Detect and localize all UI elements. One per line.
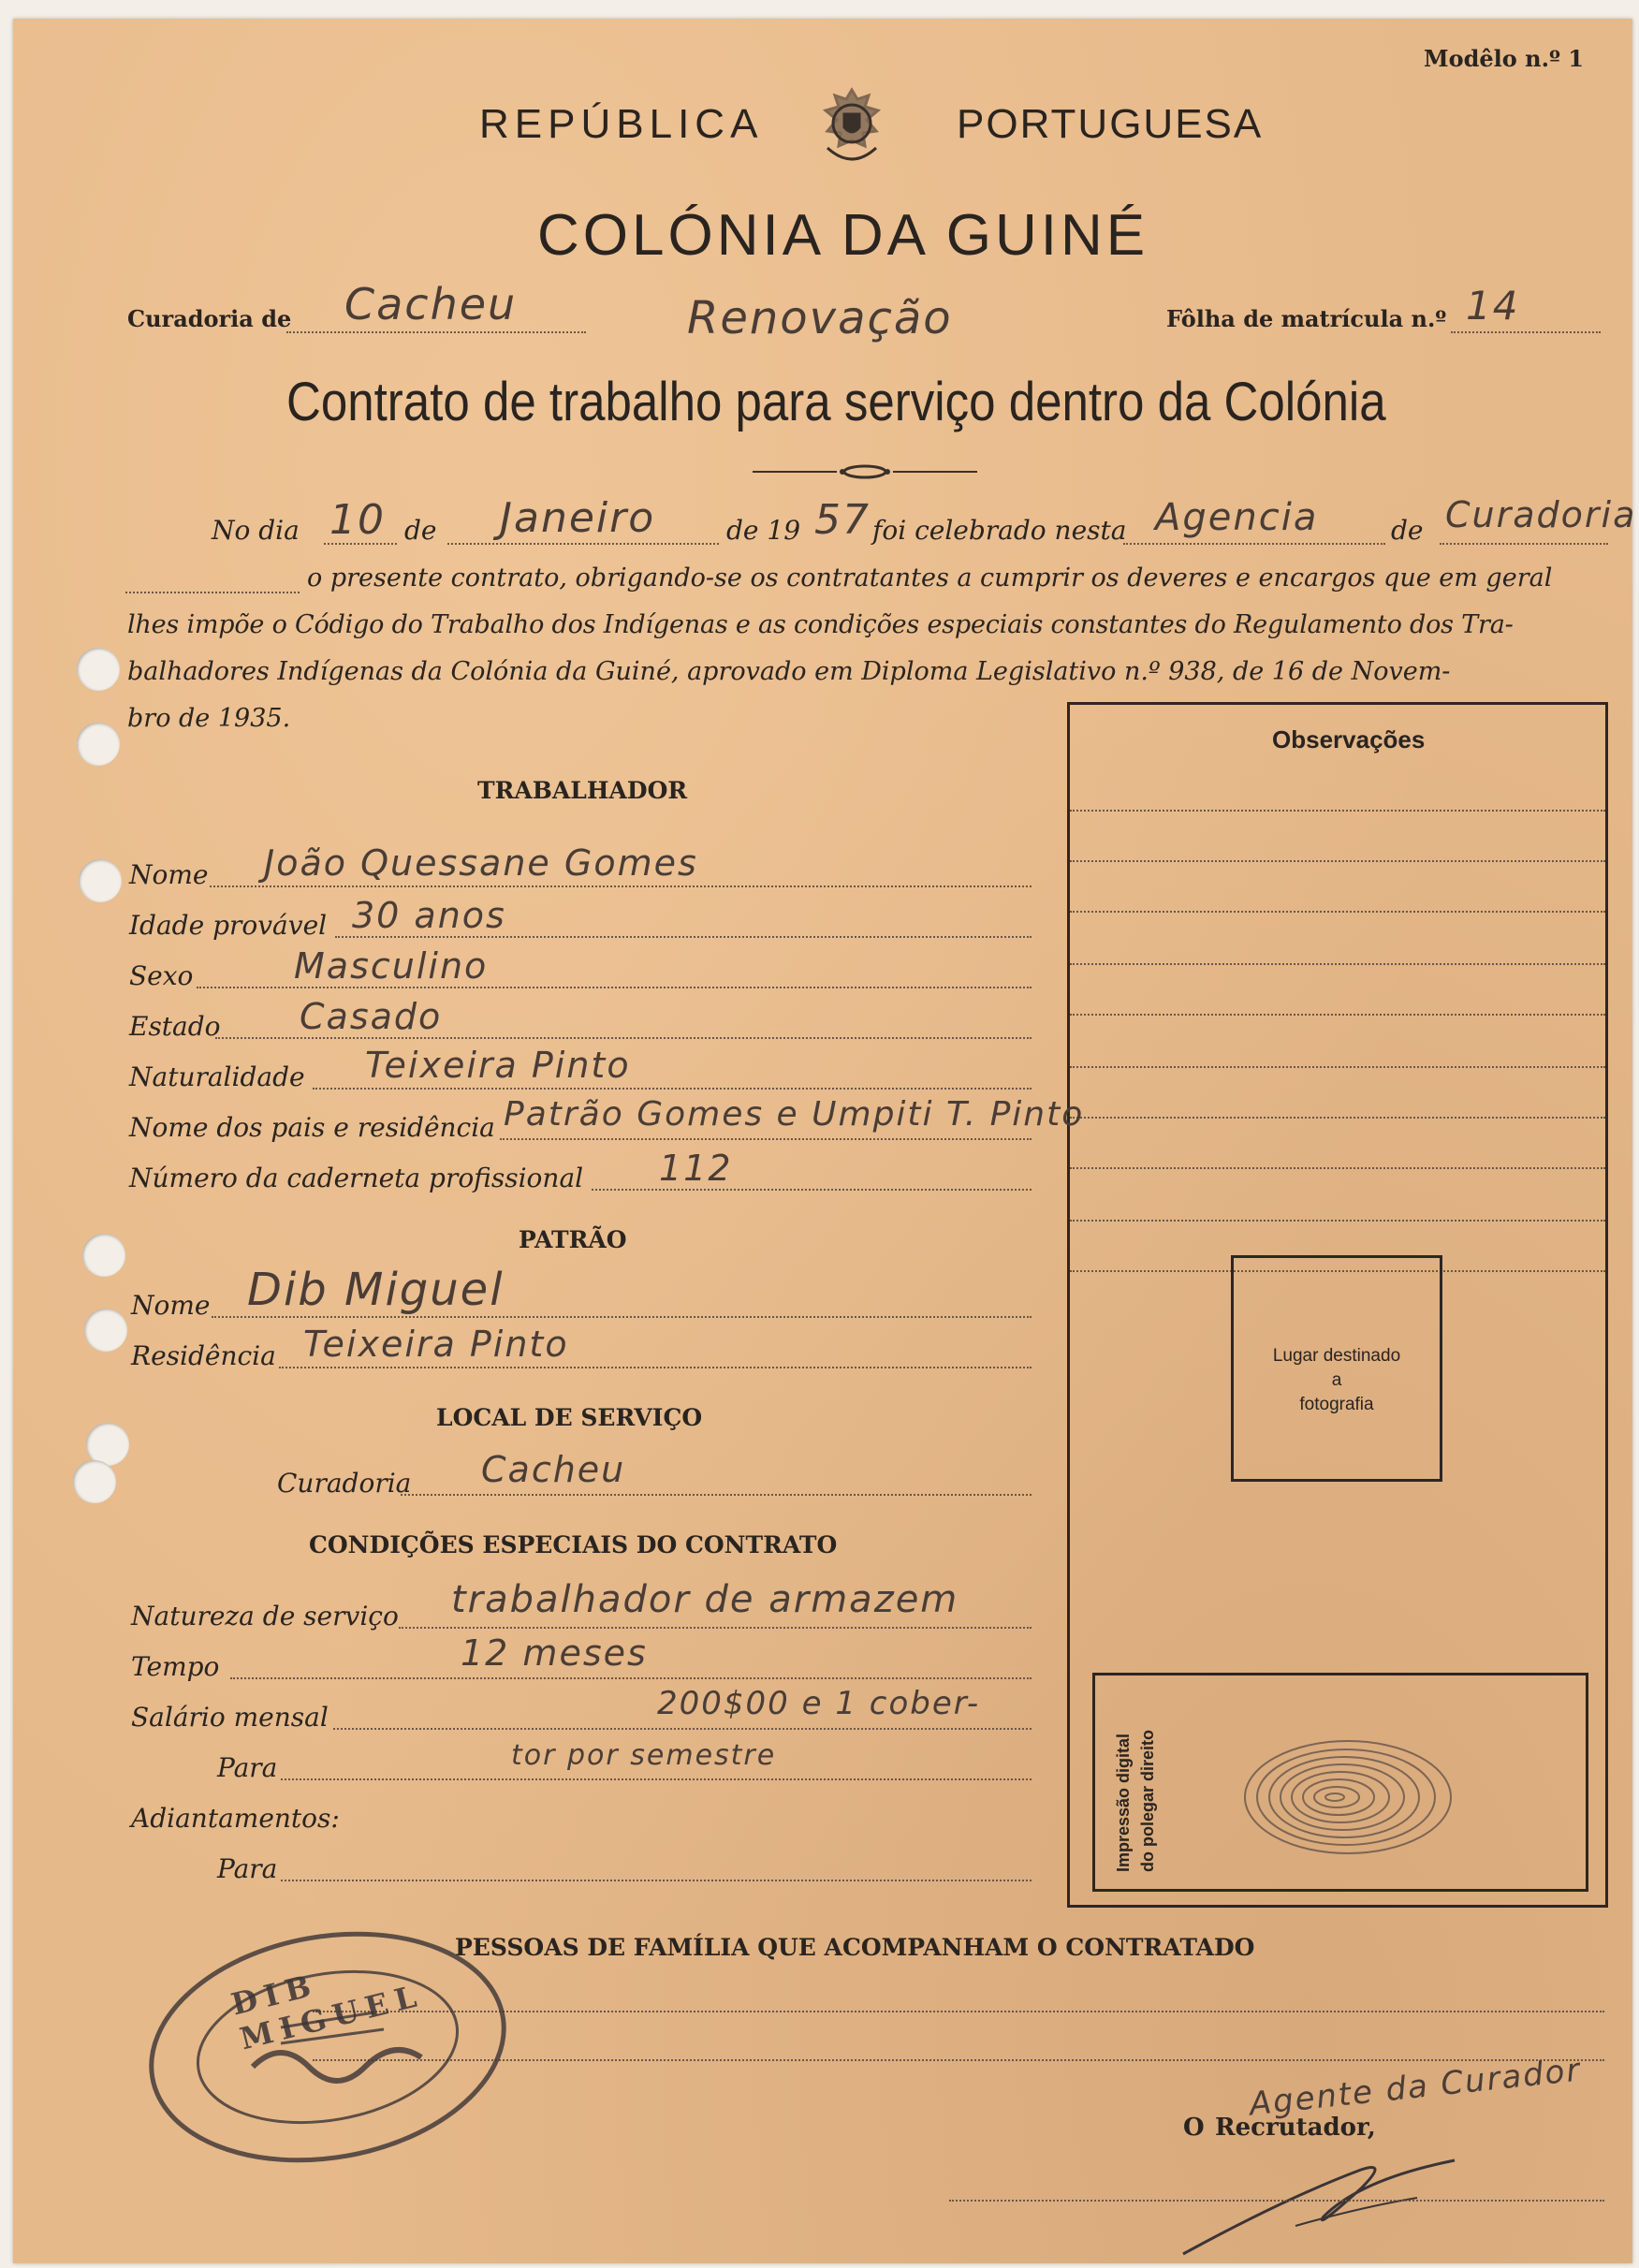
idade-value: 30 anos [352, 895, 506, 936]
coat-of-arms-icon [807, 82, 897, 176]
republic-right: PORTUGUESA [957, 101, 1264, 147]
photo-text-2: a [1331, 1370, 1342, 1390]
obs-line [1070, 1014, 1605, 1016]
estado-line [215, 1037, 1032, 1039]
folha-label: Fôlha de matrícula n.º [1166, 305, 1447, 332]
para-value: tor por semestre [511, 1739, 777, 1772]
worker-nome-line [210, 885, 1032, 887]
intro-leading-line [125, 592, 300, 593]
punch-hole [77, 648, 120, 691]
intro-celebrado: foi celebrado nesta [872, 515, 1127, 546]
intro-no-dia: No dia [212, 515, 300, 546]
obs-line [1070, 1066, 1605, 1068]
worker-nome: João Quessane Gomes [264, 842, 698, 884]
observations-box [1067, 702, 1608, 1908]
curadoria-label: Curadoria de [127, 305, 292, 332]
worker-heading: TRABALHADOR [477, 777, 688, 804]
sexo-label: Sexo [129, 960, 194, 991]
salario-value: 200$00 e 1 cober- [657, 1685, 981, 1722]
photo-placeholder [1231, 1255, 1442, 1482]
signature-note: Agente da Curador [1247, 2051, 1584, 2124]
intro-line4: bro de 1935. [127, 704, 291, 733]
intro-line1: o presente contrato, obrigando-se os contratantes a cumprir os deveres e encargos que em geral [307, 563, 1553, 593]
employer-nome-line [212, 1316, 1032, 1318]
local-curadoria-line [401, 1494, 1032, 1496]
sexo-line [197, 987, 1032, 988]
thumb-text-2: do polegar direito [1138, 1729, 1157, 1872]
natureza-line [399, 1627, 1032, 1629]
para-label: Para [217, 1752, 278, 1783]
thumbprint-box [1092, 1673, 1588, 1892]
curadoria-value: Cacheu [344, 279, 518, 329]
photo-text-3: fotografia [1299, 1395, 1374, 1414]
tempo-label: Tempo [131, 1651, 220, 1682]
pais-value: Patrão Gomes e Umpiti T. Pinto [504, 1095, 1085, 1134]
pais-line [500, 1138, 1032, 1140]
observations-title: Observações [1272, 725, 1426, 754]
day-value: 10 [329, 496, 386, 544]
residencia-line [279, 1367, 1032, 1368]
folha-value: 14 [1466, 283, 1520, 329]
folha-line [1451, 331, 1601, 333]
intro-line2: lhes impõe o Código do Trabalho dos Indígenas e as condições especiais constantes do Regulamento dos Tra- [127, 610, 1514, 639]
para-line [281, 1778, 1032, 1780]
pais-label: Nome dos pais e residência [129, 1112, 495, 1143]
estado-value: Casado [300, 996, 443, 1037]
place2-line [1440, 543, 1608, 545]
recrutador-o: O [1183, 2114, 1205, 2142]
adiantamentos-label: Adiantamentos: [131, 1803, 340, 1834]
local-curadoria-label: Curadoria [277, 1468, 412, 1499]
employer-heading: PATRÃO [519, 1226, 627, 1253]
tempo-line [230, 1677, 1032, 1679]
obs-line [1070, 810, 1605, 812]
renewal-note: Renovação [687, 292, 953, 344]
stamp-text: DIB MIGUEL [227, 1966, 428, 2057]
para2-label: Para [217, 1853, 278, 1884]
residencia-value: Teixeira Pinto [303, 1324, 569, 1365]
caderneta-value: 112 [659, 1148, 733, 1189]
punch-hole [73, 1460, 116, 1503]
document-page [13, 19, 1637, 2263]
colony-title: COLÓNIA DA GUINÉ [537, 203, 1149, 268]
obs-line [1070, 1167, 1605, 1169]
employer-nome-label: Nome [131, 1290, 211, 1321]
local-heading: LOCAL DE SERVIÇO [436, 1404, 703, 1431]
place-line [1123, 543, 1385, 545]
intro-de1: de [404, 515, 437, 546]
idade-label: Idade provável [129, 910, 328, 941]
punch-hole [77, 723, 120, 766]
worker-nome-label: Nome [129, 859, 209, 890]
signature-line [949, 2200, 1604, 2202]
tempo-value: 12 meses [461, 1632, 648, 1674]
photo-text-1: Lugar destinado [1272, 1346, 1401, 1366]
obs-line [1070, 911, 1605, 913]
obs-line [1070, 1117, 1605, 1119]
curadoria-line [286, 331, 586, 333]
estado-label: Estado [129, 1011, 221, 1042]
punch-hole [84, 1309, 127, 1352]
local-curadoria: Cacheu [481, 1449, 626, 1490]
conditions-heading: CONDIÇÕES ESPECIAIS DO CONTRATO [309, 1531, 838, 1558]
punch-hole [82, 1234, 125, 1277]
handwritten-signature [1174, 2142, 1483, 2263]
natural-value: Teixeira Pinto [365, 1045, 631, 1086]
obs-line [1070, 860, 1605, 862]
contract-title: Contrato de trabalho para serviço dentro da Colónia [286, 372, 1386, 432]
intro-line3: balhadores Indígenas da Colónia da Guiné, aprovado em Diploma Legislativo n.º 938, de 16 de Novem- [127, 657, 1451, 686]
natural-line [313, 1088, 1032, 1090]
obs-line [1070, 963, 1605, 965]
para2-line [281, 1880, 1032, 1881]
title-ornament [753, 462, 977, 481]
republic-left: REPÚBLICA [479, 101, 764, 147]
caderneta-line [592, 1189, 1032, 1191]
salario-line [333, 1728, 1032, 1730]
caderneta-label: Número da caderneta profissional [129, 1163, 584, 1193]
intro-de2: de [1391, 515, 1424, 546]
idade-line [335, 936, 1032, 938]
year-suffix: 57 [814, 496, 871, 544]
salario-label: Salário mensal [131, 1702, 329, 1733]
thumb-text-1: Impressão digital [1114, 1733, 1133, 1872]
place2-value: Curadoria [1445, 494, 1637, 535]
company-stamp [140, 1926, 515, 2168]
intro-de-year: de 19 [726, 515, 801, 546]
family-heading: PESSOAS DE FAMÍLIA QUE ACOMPANHAM O CONTRATADO [455, 1934, 1255, 1961]
punch-hole [79, 859, 122, 902]
natureza-label: Natureza de serviço [131, 1601, 399, 1631]
month-line [447, 543, 719, 545]
natural-label: Naturalidade [129, 1061, 305, 1092]
sexo-value: Masculino [294, 945, 489, 987]
model-number: Modêlo n.º 1 [1424, 45, 1584, 72]
month-value: Janeiro [500, 494, 656, 542]
employer-nome: Dib Miguel [247, 1264, 505, 1316]
natureza-value: trabalhador de armazem [451, 1578, 959, 1621]
residencia-label: Residência [131, 1340, 276, 1371]
obs-line [1070, 1220, 1605, 1222]
recrutador-label: Recrutador, [1215, 2114, 1376, 2142]
thumbprint-image [1236, 1732, 1460, 1863]
place-value: Agencia [1155, 496, 1319, 539]
